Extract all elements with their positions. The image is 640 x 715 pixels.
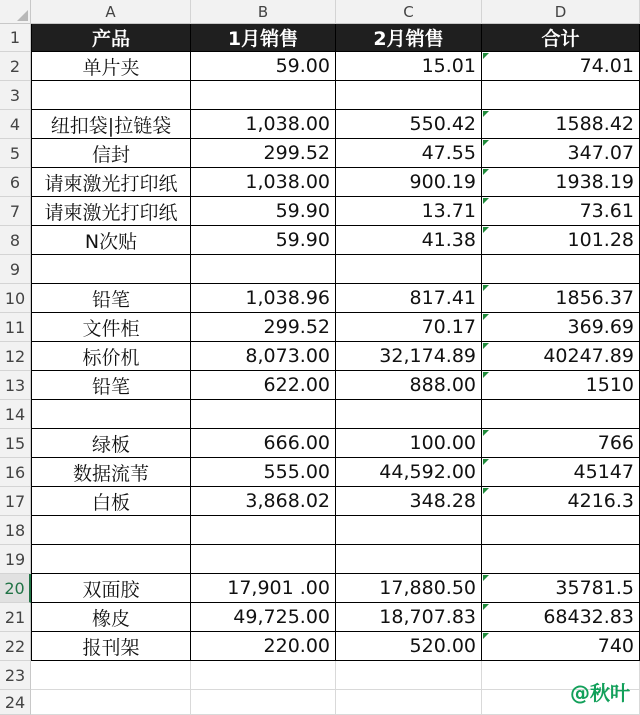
cell-value: 45147: [573, 461, 634, 483]
cell-d20[interactable]: [482, 574, 640, 603]
cell-a19[interactable]: [31, 545, 191, 574]
cell-a11[interactable]: [31, 313, 191, 342]
number-stored-as-text-marker: [483, 227, 489, 233]
cell-c3[interactable]: [336, 81, 482, 110]
cell-b20[interactable]: [191, 574, 336, 603]
cell-b13[interactable]: [191, 371, 336, 400]
cell-value: 220.00: [263, 635, 330, 657]
cell-c9[interactable]: [336, 255, 482, 284]
cell-value: 622.00: [263, 374, 330, 396]
number-stored-as-text-marker: [483, 140, 489, 146]
header-cell-c[interactable]: 2月销售: [336, 24, 482, 52]
cell-b7[interactable]: [191, 197, 336, 226]
cell-a21[interactable]: [31, 603, 191, 632]
cell-a9[interactable]: [31, 255, 191, 284]
row-header-13[interactable]: 13: [0, 371, 31, 400]
column-header-d[interactable]: D: [482, 0, 640, 24]
cell-value: 单片夹: [82, 56, 140, 79]
cell-value: 18,707.83: [379, 606, 476, 628]
cell-a22[interactable]: [31, 632, 191, 661]
cell-c18[interactable]: [336, 516, 482, 545]
cell-b4[interactable]: [191, 110, 336, 139]
row-header-15[interactable]: 15: [0, 429, 31, 458]
cell-value: 550.42: [409, 113, 476, 135]
cell-b14[interactable]: [191, 400, 336, 429]
cell-a15[interactable]: [31, 429, 191, 458]
row-header-9[interactable]: 9: [0, 255, 31, 284]
cell-c4[interactable]: [336, 110, 482, 139]
cell-value: 100.00: [409, 432, 476, 454]
cell-value: 请柬激光打印纸: [44, 172, 178, 195]
cell-d14[interactable]: [482, 400, 640, 429]
cell-d21[interactable]: [482, 603, 640, 632]
cell-d9[interactable]: [482, 255, 640, 284]
cell-value: 44,592.00: [379, 461, 476, 483]
cell-value: 59.00: [275, 55, 330, 77]
row-header-10[interactable]: 10: [0, 284, 31, 313]
column-header-b[interactable]: B: [191, 0, 336, 24]
cell-value: 双面胶: [82, 578, 140, 601]
cell-value: 信封: [91, 143, 130, 166]
cell-a6[interactable]: [31, 168, 191, 197]
cell-value: 74.01: [579, 55, 634, 77]
cell-a3[interactable]: [31, 81, 191, 110]
row-header-12[interactable]: 12: [0, 342, 31, 371]
cell-value: 666.00: [263, 432, 330, 454]
cell-d12[interactable]: [482, 342, 640, 371]
row-header-2[interactable]: 2: [0, 52, 31, 81]
cell-a4[interactable]: [31, 110, 191, 139]
cell-value: 70.17: [421, 316, 476, 338]
row-header-14[interactable]: 14: [0, 400, 31, 429]
cell-value: 绿板: [91, 433, 130, 456]
cell-value: 纽扣袋|拉链袋: [50, 114, 172, 137]
cell-a20[interactable]: [31, 574, 191, 603]
cell-a5[interactable]: [31, 139, 191, 168]
cell-value: 40247.89: [543, 345, 634, 367]
cell-c24[interactable]: [336, 690, 482, 715]
cell-b6[interactable]: [191, 168, 336, 197]
cell-d5[interactable]: [482, 139, 640, 168]
cell-c22[interactable]: [336, 632, 482, 661]
cell-c2[interactable]: [336, 52, 482, 81]
header-cell-b[interactable]: 1月销售: [191, 24, 336, 52]
row-header-3[interactable]: 3: [0, 81, 31, 110]
cell-value: 369.69: [567, 316, 634, 338]
number-stored-as-text-marker: [483, 343, 489, 349]
number-stored-as-text-marker: [483, 430, 489, 436]
cell-value: 1,038.00: [245, 171, 330, 193]
watermark: @秋叶: [570, 681, 630, 705]
cell-value: 4216.3: [567, 490, 634, 512]
cell-c10[interactable]: [336, 284, 482, 313]
cell-value: 请柬激光打印纸: [44, 201, 178, 224]
cell-a2[interactable]: [31, 52, 191, 81]
cell-b18[interactable]: [191, 516, 336, 545]
number-stored-as-text-marker: [483, 575, 489, 581]
cell-d8[interactable]: [482, 226, 640, 255]
cell-value: 13.71: [421, 200, 476, 222]
cell-value: 1588.42: [555, 113, 634, 135]
number-stored-as-text-marker: [483, 169, 489, 175]
column-header-a[interactable]: A: [31, 0, 191, 24]
cell-a18[interactable]: [31, 516, 191, 545]
cell-a16[interactable]: [31, 458, 191, 487]
cell-d13[interactable]: [482, 371, 640, 400]
cell-value: 1938.19: [555, 171, 634, 193]
cell-b24[interactable]: [191, 690, 336, 715]
cell-a12[interactable]: [31, 342, 191, 371]
cell-value: 3,868.02: [245, 490, 330, 512]
row-header-8[interactable]: 8: [0, 226, 31, 255]
cell-a8[interactable]: [31, 226, 191, 255]
cell-value: 17,901 .00: [227, 577, 330, 599]
cell-value: 标价机: [82, 346, 140, 369]
cell-d7[interactable]: [482, 197, 640, 226]
cell-value: N次贴: [84, 230, 138, 253]
cell-value: 68432.83: [543, 606, 634, 628]
row-header-18[interactable]: 18: [0, 516, 31, 545]
row-header-21[interactable]: 21: [0, 603, 31, 632]
cell-c8[interactable]: [336, 226, 482, 255]
cell-value: 报刊架: [82, 636, 140, 659]
number-stored-as-text-marker: [483, 198, 489, 204]
cell-a17[interactable]: [31, 487, 191, 516]
cell-a13[interactable]: [31, 371, 191, 400]
number-stored-as-text-marker: [483, 314, 489, 320]
number-stored-as-text-marker: [483, 604, 489, 610]
number-stored-as-text-marker: [483, 111, 489, 117]
cell-c23[interactable]: [336, 661, 482, 690]
cell-value: 348.28: [409, 490, 476, 512]
cell-value: 299.52: [263, 142, 330, 164]
cell-b16[interactable]: [191, 458, 336, 487]
row-header-24[interactable]: 24: [0, 690, 31, 715]
cell-value: 347.07: [567, 142, 634, 164]
cell-c12[interactable]: [336, 342, 482, 371]
cell-value: 数据流苇: [72, 462, 149, 485]
cell-d10[interactable]: [482, 284, 640, 313]
cell-c13[interactable]: [336, 371, 482, 400]
cell-a7[interactable]: [31, 197, 191, 226]
cell-a24[interactable]: [31, 690, 191, 715]
cell-b12[interactable]: [191, 342, 336, 371]
cell-value: 817.41: [409, 287, 476, 309]
cell-d18[interactable]: [482, 516, 640, 545]
header-cell-a[interactable]: 产品: [31, 24, 191, 52]
cell-value: 299.52: [263, 316, 330, 338]
row-header-20[interactable]: 20: [0, 574, 31, 603]
cell-value: 文件柜: [82, 317, 140, 340]
row-header-6[interactable]: 6: [0, 168, 31, 197]
cell-a14[interactable]: [31, 400, 191, 429]
cell-c11[interactable]: [336, 313, 482, 342]
cell-value: 740: [597, 635, 634, 657]
cell-value: 47.55: [421, 142, 476, 164]
cell-value: 17,880.50: [379, 577, 476, 599]
row-header-1[interactable]: 1: [0, 24, 31, 52]
number-stored-as-text-marker: [483, 53, 489, 59]
cell-value: 白板: [91, 491, 130, 514]
row-header-5[interactable]: 5: [0, 139, 31, 168]
row-header-17[interactable]: 17: [0, 487, 31, 516]
cell-b15[interactable]: [191, 429, 336, 458]
cell-c21[interactable]: [336, 603, 482, 632]
row-header-4[interactable]: 4: [0, 110, 31, 139]
cell-c19[interactable]: [336, 545, 482, 574]
cell-c5[interactable]: [336, 139, 482, 168]
cell-value: 橡皮: [91, 607, 130, 630]
cell-b10[interactable]: [191, 284, 336, 313]
cell-b5[interactable]: [191, 139, 336, 168]
cell-d17[interactable]: [482, 487, 640, 516]
cell-value: 1,038.00: [245, 113, 330, 135]
row-header-7[interactable]: 7: [0, 197, 31, 226]
cell-value: 900.19: [409, 171, 476, 193]
cell-value: 41.38: [421, 229, 476, 251]
cell-value: 555.00: [263, 461, 330, 483]
column-header-c[interactable]: C: [336, 0, 482, 24]
cell-value: 59.90: [275, 229, 330, 251]
cell-b19[interactable]: [191, 545, 336, 574]
cell-b9[interactable]: [191, 255, 336, 284]
cell-c20[interactable]: [336, 574, 482, 603]
number-stored-as-text-marker: [483, 285, 489, 291]
row-header-16[interactable]: 16: [0, 458, 31, 487]
cell-b23[interactable]: [191, 661, 336, 690]
cell-value: 59.90: [275, 200, 330, 222]
cell-d6[interactable]: [482, 168, 640, 197]
cell-d2[interactable]: [482, 52, 640, 81]
cell-value: 766: [597, 432, 634, 454]
cell-a23[interactable]: [31, 661, 191, 690]
cell-value: 49,725.00: [233, 606, 330, 628]
row-header-22[interactable]: 22: [0, 632, 31, 661]
cell-d15[interactable]: [482, 429, 640, 458]
cell-value: 8,073.00: [245, 345, 330, 367]
cell-d16[interactable]: [482, 458, 640, 487]
cell-value: 1856.37: [555, 287, 634, 309]
cell-c7[interactable]: [336, 197, 482, 226]
cell-b2[interactable]: [191, 52, 336, 81]
cell-value: 35781.5: [555, 577, 634, 599]
row-header-23[interactable]: 23: [0, 661, 31, 690]
number-stored-as-text-marker: [483, 488, 489, 494]
cell-b11[interactable]: [191, 313, 336, 342]
cell-b22[interactable]: [191, 632, 336, 661]
cell-value: 101.28: [567, 229, 634, 251]
cell-b8[interactable]: [191, 226, 336, 255]
cell-d19[interactable]: [482, 545, 640, 574]
number-stored-as-text-marker: [483, 633, 489, 639]
row-header-11[interactable]: 11: [0, 313, 31, 342]
number-stored-as-text-marker: [483, 372, 489, 378]
cell-d11[interactable]: [482, 313, 640, 342]
cell-value: 15.01: [421, 55, 476, 77]
cell-c16[interactable]: [336, 458, 482, 487]
cell-b17[interactable]: [191, 487, 336, 516]
cell-value: 1,038.96: [245, 287, 330, 309]
cell-b3[interactable]: [191, 81, 336, 110]
select-all-corner[interactable]: [0, 0, 31, 24]
cell-value: 铅笔: [91, 375, 130, 398]
cell-value: 32,174.89: [379, 345, 476, 367]
header-cell-d[interactable]: 合计: [482, 24, 640, 52]
cell-c15[interactable]: [336, 429, 482, 458]
cell-value: 73.61: [579, 200, 634, 222]
cell-d3[interactable]: [482, 81, 640, 110]
cell-b21[interactable]: [191, 603, 336, 632]
cell-d4[interactable]: [482, 110, 640, 139]
cell-c6[interactable]: [336, 168, 482, 197]
cell-value: 520.00: [409, 635, 476, 657]
cell-a10[interactable]: [31, 284, 191, 313]
cell-value: 888.00: [409, 374, 476, 396]
cell-d22[interactable]: [482, 632, 640, 661]
row-header-19[interactable]: 19: [0, 545, 31, 574]
cell-value: 铅笔: [91, 288, 130, 311]
cell-c14[interactable]: [336, 400, 482, 429]
number-stored-as-text-marker: [483, 459, 489, 465]
cell-value: 1510: [585, 374, 634, 396]
cell-c17[interactable]: [336, 487, 482, 516]
